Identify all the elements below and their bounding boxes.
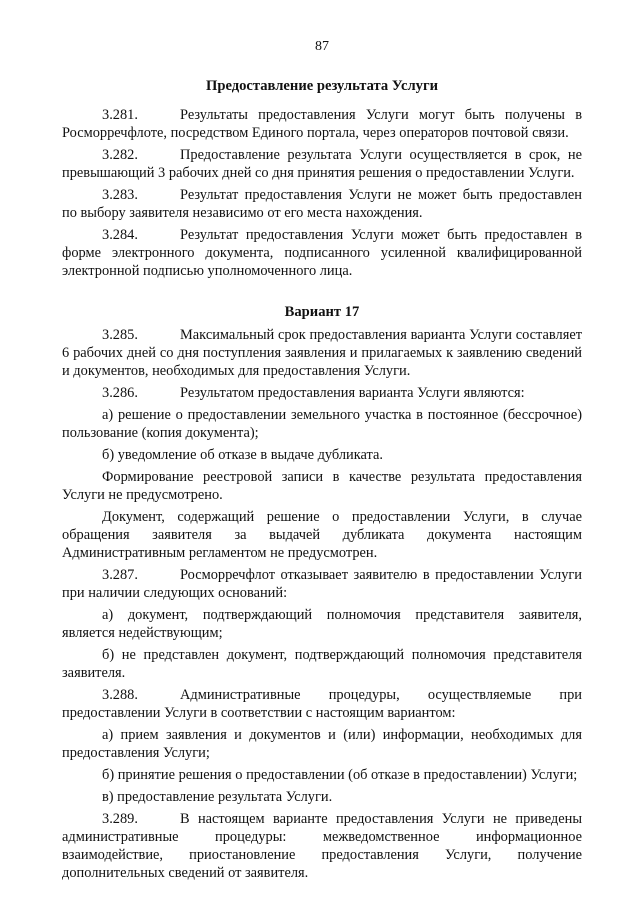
list-item-3-286-b: б) уведомление об отказе в выдаче дубликата.	[102, 447, 383, 463]
paragraph-registry-record: Формирование реестровой записи в качестве результата предоставления Услуги не предусмотрено.	[62, 469, 582, 503]
paragraph-number: 3.282.	[102, 147, 138, 163]
section-title: Предоставление результата Услуги	[206, 78, 438, 94]
paragraph-3-286	[62, 384, 582, 402]
paragraph-text: Административные процедуры, осуществляемые при предоставлении Услуги в соответствии с настоящим вариантом:	[62, 687, 582, 721]
variant-title: Вариант 17	[284, 304, 360, 320]
paragraph-number: 3.288.	[102, 687, 138, 703]
paragraph-number: 3.286.	[102, 385, 138, 401]
paragraph-3-281	[62, 106, 582, 142]
list-item-3-286-a: а) решение о предоставлении земельного участка в постоянное (бессрочное) пользование (копия документа);	[62, 407, 582, 441]
paragraph-text: Результатом предоставления варианта Услуги являются:	[180, 385, 525, 401]
list-item-3-288-a: а) прием заявления и документов и (или) информации, необходимых для предоставления Услуги;	[62, 727, 582, 761]
paragraph-number: 3.281.	[102, 107, 138, 123]
paragraph-text: В настоящем варианте предоставления Услуги не приведены административные процедуры: межведомственное информационное взаимодействие, приостановление предоставления Услуги, получение дополнительных сведений от заявителя.	[62, 811, 582, 881]
paragraph-number: 3.285.	[102, 327, 138, 343]
paragraph-text: Росморречфлот отказывает заявителю в предоставлении Услуги при наличии следующих оснований:	[62, 567, 582, 601]
paragraph-3-284	[62, 226, 582, 280]
paragraph-number: 3.289.	[102, 811, 138, 827]
paragraph-3-289	[62, 810, 582, 882]
paragraph-text: Результат предоставления Услуги не может быть предоставлен по выбору заявителя независимо от его места нахождения.	[62, 187, 582, 221]
paragraph-3-282	[62, 146, 582, 182]
list-item-3-288-b: б) принятие решения о предоставлении (об отказе в предоставлении) Услуги;	[102, 767, 578, 783]
list-item-3-288-c: в) предоставление результата Услуги.	[102, 789, 333, 805]
paragraph-3-288	[62, 686, 582, 722]
paragraph-text: Максимальный срок предоставления варианта Услуги составляет 6 рабочих дней со дня поступления заявления и прилагаемых к заявлению сведений и документов, необходимых для предоставления Услуги.	[62, 327, 582, 379]
paragraph-duplicate-document: Документ, содержащий решение о предоставлении Услуги, в случае обращения заявителя за выдачей дубликата документа настоящим Административным регламентом не предусмотрен.	[62, 509, 582, 561]
paragraph-text: Результаты предоставления Услуги могут быть получены в Росморречфлоте, посредством Единого портала, через операторов почтовой связи.	[62, 107, 582, 141]
paragraph-text: Предоставление результата Услуги осуществляется в срок, не превышающий 3 рабочих дней со дня принятия решения о предоставлении Услуги.	[62, 147, 582, 181]
paragraph-3-285	[62, 326, 582, 380]
paragraph-number: 3.284.	[102, 227, 138, 243]
list-item-3-287-a: а) документ, подтверждающий полномочия представителя заявителя, является недействующим;	[62, 607, 582, 641]
paragraph-number: 3.283.	[102, 187, 138, 203]
paragraph-text: Результат предоставления Услуги может быть предоставлен в форме электронного документа, подписанного усиленной квалифицированной электронной подписью уполномоченного лица.	[62, 227, 582, 279]
paragraph-number: 3.287.	[102, 567, 138, 583]
page-number: 87	[315, 39, 329, 54]
paragraph-3-287	[62, 566, 582, 602]
paragraph-3-283	[62, 186, 582, 222]
list-item-3-287-b: б) не представлен документ, подтверждающий полномочия представителя заявителя.	[62, 647, 582, 681]
